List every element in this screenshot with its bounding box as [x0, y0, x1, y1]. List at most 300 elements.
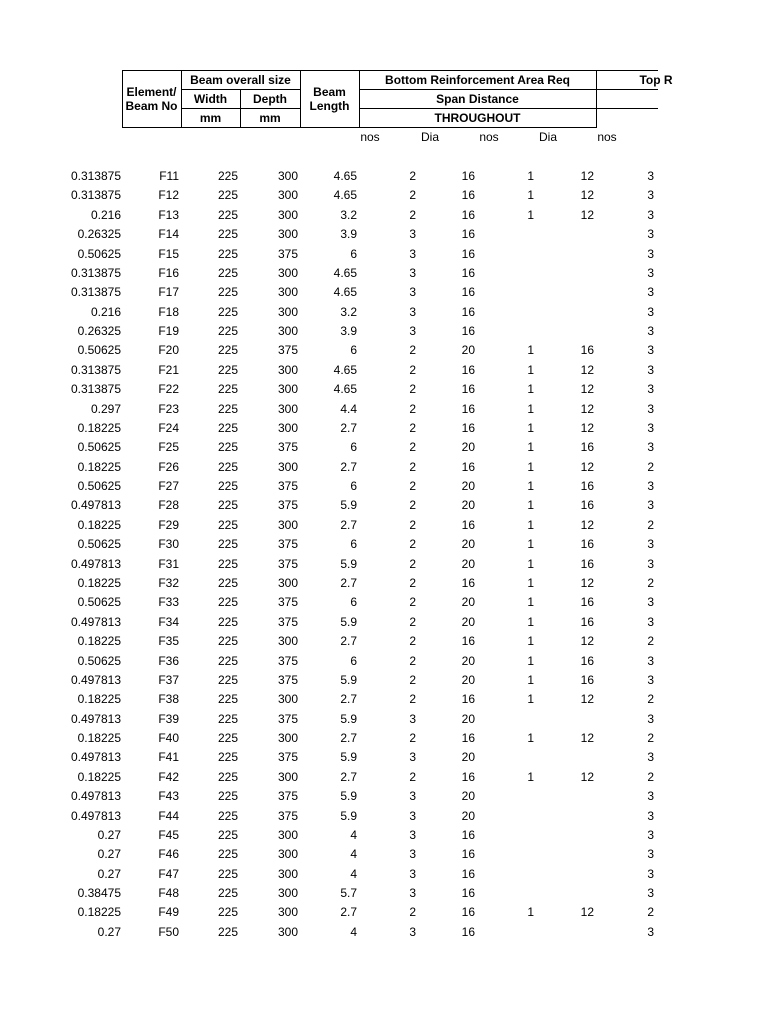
bottom-nos-cell: 2: [409, 595, 416, 609]
length-cell: 2.7: [340, 460, 357, 474]
depth-cell: 375: [277, 595, 298, 609]
bottom-nos-cell: 3: [409, 828, 416, 842]
area-cell: 0.50625: [77, 595, 121, 609]
length-cell: 4: [350, 925, 357, 939]
area-cell: 0.50625: [77, 247, 121, 261]
beam-no-cell: F20: [158, 343, 179, 357]
length-cell: 5.9: [340, 557, 357, 571]
bottom-dia-cell: 16: [461, 731, 475, 745]
area-cell: 0.313875: [70, 169, 121, 183]
width-cell: 225: [217, 634, 238, 648]
header-span-distance: Span Distance: [436, 91, 519, 106]
top-nos-cell: 2: [647, 731, 654, 745]
depth-cell: 300: [277, 770, 298, 784]
beam-no-cell: F44: [158, 809, 179, 823]
area-cell: 0.18225: [77, 770, 121, 784]
width-cell: 225: [217, 809, 238, 823]
beam-no-cell: F33: [158, 595, 179, 609]
width-cell: 225: [217, 518, 238, 532]
depth-cell: 300: [277, 324, 298, 338]
bottom-dia-cell: 20: [461, 654, 475, 668]
area-cell: 0.313875: [70, 363, 121, 377]
area-cell: 0.313875: [70, 382, 121, 396]
top-nos-cell: 3: [647, 421, 654, 435]
bottom-nos-cell: 2: [409, 402, 416, 416]
area-cell: 0.216: [90, 305, 121, 319]
bottom-dia-cell: 16: [461, 382, 475, 396]
width-cell: 225: [217, 886, 238, 900]
top-nos-cell: 3: [647, 712, 654, 726]
length-cell: 4: [350, 828, 357, 842]
beam-no-cell: F38: [158, 692, 179, 706]
extra-dia-cell: 16: [580, 537, 594, 551]
length-cell: 6: [350, 537, 357, 551]
bottom-dia-cell: 20: [461, 750, 475, 764]
extra-nos-cell: 1: [527, 343, 534, 357]
bottom-dia-cell: 16: [461, 421, 475, 435]
length-cell: 2.7: [340, 634, 357, 648]
length-cell: 6: [350, 440, 357, 454]
width-cell: 225: [217, 828, 238, 842]
beam-no-cell: F49: [158, 905, 179, 919]
extra-nos-cell: 1: [527, 169, 534, 183]
beam-no-cell: F47: [158, 867, 179, 881]
width-cell: 225: [217, 247, 238, 261]
bottom-dia-cell: 16: [461, 305, 475, 319]
beam-no-cell: F45: [158, 828, 179, 842]
top-nos-cell: 3: [647, 557, 654, 571]
bottom-dia-cell: 16: [461, 692, 475, 706]
bottom-dia-cell: 16: [461, 266, 475, 280]
area-cell: 0.50625: [77, 537, 121, 551]
depth-cell: 375: [277, 712, 298, 726]
width-cell: 225: [217, 692, 238, 706]
depth-cell: 375: [277, 537, 298, 551]
extra-dia-cell: 12: [580, 382, 594, 396]
beam-no-cell: F27: [158, 479, 179, 493]
area-cell: 0.497813: [70, 498, 121, 512]
beam-no-cell: F16: [158, 266, 179, 280]
width-cell: 225: [217, 324, 238, 338]
header-width: Width: [193, 91, 228, 106]
bottom-dia-cell: 16: [461, 363, 475, 377]
area-cell: 0.18225: [77, 421, 121, 435]
bottom-nos-cell: 2: [409, 479, 416, 493]
top-nos-cell: 2: [647, 692, 654, 706]
length-cell: 6: [350, 247, 357, 261]
bottom-nos-cell: 3: [409, 712, 416, 726]
beam-no-cell: F15: [158, 247, 179, 261]
top-nos-cell: 3: [647, 654, 654, 668]
length-cell: 2.7: [340, 770, 357, 784]
depth-cell: 300: [277, 867, 298, 881]
depth-cell: 300: [277, 363, 298, 377]
extra-nos-cell: 1: [527, 421, 534, 435]
width-cell: 225: [217, 305, 238, 319]
length-cell: 2.7: [340, 576, 357, 590]
top-nos-cell: 3: [647, 673, 654, 687]
top-nos-cell: 3: [647, 479, 654, 493]
extra-nos-cell: 1: [527, 479, 534, 493]
header-depth: Depth: [253, 91, 287, 106]
length-cell: 3.2: [340, 208, 357, 222]
bottom-nos-cell: 3: [409, 227, 416, 241]
extra-nos-cell: 1: [527, 770, 534, 784]
bottom-nos-cell: 3: [409, 247, 416, 261]
bottom-nos-cell: 3: [409, 789, 416, 803]
area-cell: 0.497813: [70, 789, 121, 803]
area-cell: 0.38475: [77, 886, 121, 900]
length-cell: 4.65: [333, 266, 357, 280]
length-cell: 2.7: [340, 692, 357, 706]
bottom-nos-cell: 2: [409, 382, 416, 396]
bottom-dia-cell: 20: [461, 789, 475, 803]
beam-no-cell: F28: [158, 498, 179, 512]
beam-no-cell: F19: [158, 324, 179, 338]
top-nos-cell: 3: [647, 615, 654, 629]
length-cell: 4.65: [333, 188, 357, 202]
extra-nos-cell: 1: [527, 440, 534, 454]
bottom-dia-cell: 16: [461, 285, 475, 299]
subheader-dia-1: Dia: [420, 130, 439, 144]
area-cell: 0.497813: [70, 615, 121, 629]
width-cell: 225: [217, 576, 238, 590]
area-cell: 0.50625: [77, 654, 121, 668]
depth-cell: 300: [277, 421, 298, 435]
width-cell: 225: [217, 712, 238, 726]
header-bottom-reinforcement: Bottom Reinforcement Area Req: [385, 72, 570, 87]
bottom-dia-cell: 16: [461, 518, 475, 532]
bottom-nos-cell: 2: [409, 731, 416, 745]
extra-dia-cell: 12: [580, 188, 594, 202]
top-nos-cell: 3: [647, 305, 654, 319]
bottom-nos-cell: 2: [409, 421, 416, 435]
depth-cell: 300: [277, 266, 298, 280]
beam-no-cell: F34: [158, 615, 179, 629]
subheader-nos-2: nos: [479, 130, 499, 144]
area-cell: 0.18225: [77, 905, 121, 919]
length-cell: 5.7: [340, 886, 357, 900]
top-nos-cell: 2: [647, 518, 654, 532]
bottom-dia-cell: 16: [461, 634, 475, 648]
top-nos-cell: 3: [647, 247, 654, 261]
top-nos-cell: 3: [647, 169, 654, 183]
extra-dia-cell: 16: [580, 440, 594, 454]
bottom-nos-cell: 2: [409, 673, 416, 687]
top-nos-cell: 2: [647, 634, 654, 648]
beam-no-cell: F43: [158, 789, 179, 803]
depth-cell: 375: [277, 615, 298, 629]
extra-dia-cell: 12: [580, 402, 594, 416]
extra-nos-cell: 1: [527, 460, 534, 474]
extra-nos-cell: 1: [527, 188, 534, 202]
subheader-dia-2: Dia: [538, 130, 557, 144]
top-nos-cell: 2: [647, 576, 654, 590]
area-cell: 0.18225: [77, 576, 121, 590]
bottom-dia-cell: 16: [461, 867, 475, 881]
length-cell: 5.9: [340, 615, 357, 629]
length-cell: 4.4: [340, 402, 357, 416]
depth-cell: 375: [277, 809, 298, 823]
width-cell: 225: [217, 615, 238, 629]
top-nos-cell: 3: [647, 750, 654, 764]
beam-no-cell: F35: [158, 634, 179, 648]
extra-dia-cell: 16: [580, 595, 594, 609]
width-cell: 225: [217, 847, 238, 861]
length-cell: 6: [350, 479, 357, 493]
length-cell: 6: [350, 595, 357, 609]
top-nos-cell: 3: [647, 363, 654, 377]
width-cell: 225: [217, 867, 238, 881]
bottom-nos-cell: 3: [409, 324, 416, 338]
bottom-nos-cell: 3: [409, 305, 416, 319]
depth-cell: 375: [277, 498, 298, 512]
subheader-nos-1: nos: [360, 130, 380, 144]
width-cell: 225: [217, 905, 238, 919]
extra-nos-cell: 1: [527, 673, 534, 687]
top-nos-cell: 3: [647, 498, 654, 512]
depth-cell: 300: [277, 731, 298, 745]
bottom-nos-cell: 2: [409, 905, 416, 919]
bottom-dia-cell: 20: [461, 498, 475, 512]
depth-cell: 300: [277, 518, 298, 532]
width-cell: 225: [217, 169, 238, 183]
beam-no-cell: F21: [158, 363, 179, 377]
bottom-nos-cell: 2: [409, 208, 416, 222]
extra-dia-cell: 12: [580, 208, 594, 222]
extra-dia-cell: 16: [580, 498, 594, 512]
length-cell: 5.9: [340, 750, 357, 764]
area-cell: 0.497813: [70, 750, 121, 764]
extra-dia-cell: 16: [580, 654, 594, 668]
length-cell: 5.9: [340, 712, 357, 726]
area-cell: 0.313875: [70, 285, 121, 299]
extra-nos-cell: 1: [527, 654, 534, 668]
area-cell: 0.497813: [70, 809, 121, 823]
extra-nos-cell: 1: [527, 634, 534, 648]
top-nos-cell: 3: [647, 789, 654, 803]
length-cell: 5.9: [340, 809, 357, 823]
length-cell: 3.9: [340, 324, 357, 338]
beam-no-cell: F41: [158, 750, 179, 764]
extra-nos-cell: 1: [527, 363, 534, 377]
top-nos-cell: 3: [647, 925, 654, 939]
extra-dia-cell: 16: [580, 673, 594, 687]
top-nos-cell: 3: [647, 537, 654, 551]
extra-nos-cell: 1: [527, 498, 534, 512]
top-nos-cell: 3: [647, 867, 654, 881]
top-nos-cell: 2: [647, 905, 654, 919]
bottom-dia-cell: 16: [461, 247, 475, 261]
bottom-nos-cell: 3: [409, 750, 416, 764]
bottom-dia-cell: 16: [461, 460, 475, 474]
bottom-nos-cell: 2: [409, 169, 416, 183]
bottom-nos-cell: 2: [409, 692, 416, 706]
top-nos-cell: 3: [647, 402, 654, 416]
beam-no-cell: F14: [158, 227, 179, 241]
bottom-dia-cell: 16: [461, 576, 475, 590]
area-cell: 0.26325: [77, 227, 121, 241]
beam-no-cell: F26: [158, 460, 179, 474]
width-cell: 225: [217, 208, 238, 222]
bottom-dia-cell: 16: [461, 324, 475, 338]
width-cell: 225: [217, 266, 238, 280]
area-cell: 0.27: [97, 847, 121, 861]
beam-no-cell: F17: [158, 285, 179, 299]
length-cell: 3.9: [340, 227, 357, 241]
extra-dia-cell: 12: [580, 421, 594, 435]
bottom-nos-cell: 3: [409, 285, 416, 299]
depth-cell: 300: [277, 905, 298, 919]
beam-no-cell: F18: [158, 305, 179, 319]
width-cell: 225: [217, 557, 238, 571]
beam-no-cell: F46: [158, 847, 179, 861]
length-cell: 2.7: [340, 731, 357, 745]
header-beam-overall-size: Beam overall size: [190, 72, 291, 87]
depth-cell: 300: [277, 828, 298, 842]
beam-no-cell: F24: [158, 421, 179, 435]
area-cell: 0.18225: [77, 731, 121, 745]
beam-no-cell: F11: [159, 169, 179, 183]
extra-nos-cell: 1: [527, 731, 534, 745]
depth-cell: 300: [277, 208, 298, 222]
length-cell: 4: [350, 867, 357, 881]
extra-nos-cell: 1: [527, 537, 534, 551]
width-cell: 225: [217, 363, 238, 377]
top-nos-cell: 3: [647, 208, 654, 222]
bottom-nos-cell: 2: [409, 440, 416, 454]
width-cell: 225: [217, 382, 238, 396]
extra-dia-cell: 12: [580, 363, 594, 377]
beam-no-cell: F13: [158, 208, 179, 222]
top-nos-cell: 2: [647, 770, 654, 784]
beam-no-cell: F23: [158, 402, 179, 416]
bottom-dia-cell: 20: [461, 673, 475, 687]
area-cell: 0.50625: [77, 343, 121, 357]
bottom-nos-cell: 2: [409, 576, 416, 590]
top-nos-cell: 3: [647, 809, 654, 823]
beam-no-cell: F30: [158, 537, 179, 551]
header-beam-length: Beam Length: [309, 85, 350, 113]
header-throughout: THROUGHOUT: [434, 110, 521, 125]
bottom-dia-cell: 20: [461, 557, 475, 571]
area-cell: 0.497813: [70, 557, 121, 571]
bottom-dia-cell: 16: [461, 770, 475, 784]
extra-dia-cell: 16: [580, 343, 594, 357]
bottom-nos-cell: 3: [409, 867, 416, 881]
depth-cell: 375: [277, 247, 298, 261]
bottom-dia-cell: 20: [461, 343, 475, 357]
area-cell: 0.216: [90, 208, 121, 222]
bottom-dia-cell: 16: [461, 925, 475, 939]
width-cell: 225: [217, 460, 238, 474]
extra-nos-cell: 1: [527, 518, 534, 532]
length-cell: 5.9: [340, 498, 357, 512]
depth-cell: 375: [277, 440, 298, 454]
extra-nos-cell: 1: [527, 576, 534, 590]
extra-dia-cell: 12: [580, 905, 594, 919]
width-cell: 225: [217, 673, 238, 687]
beam-no-cell: F25: [158, 440, 179, 454]
extra-nos-cell: 1: [527, 382, 534, 396]
area-cell: 0.50625: [77, 440, 121, 454]
extra-dia-cell: 12: [580, 576, 594, 590]
top-nos-cell: 3: [647, 595, 654, 609]
extra-nos-cell: 1: [527, 208, 534, 222]
bottom-nos-cell: 2: [409, 615, 416, 629]
bottom-nos-cell: 2: [409, 557, 416, 571]
width-cell: 225: [217, 421, 238, 435]
depth-cell: 375: [277, 479, 298, 493]
bottom-dia-cell: 20: [461, 809, 475, 823]
extra-dia-cell: 16: [580, 615, 594, 629]
beam-no-cell: F22: [158, 382, 179, 396]
width-cell: 225: [217, 595, 238, 609]
beam-no-cell: F32: [158, 576, 179, 590]
top-nos-cell: 3: [647, 227, 654, 241]
depth-cell: 375: [277, 343, 298, 357]
extra-dia-cell: 16: [580, 557, 594, 571]
depth-cell: 300: [277, 169, 298, 183]
top-nos-cell: 2: [647, 460, 654, 474]
area-cell: 0.27: [97, 828, 121, 842]
depth-cell: 375: [277, 789, 298, 803]
area-cell: 0.18225: [77, 518, 121, 532]
depth-cell: 300: [277, 886, 298, 900]
top-nos-cell: 3: [647, 828, 654, 842]
depth-cell: 300: [277, 576, 298, 590]
area-cell: 0.313875: [70, 188, 121, 202]
length-cell: 3.2: [340, 305, 357, 319]
width-cell: 225: [217, 654, 238, 668]
top-nos-cell: 3: [647, 343, 654, 357]
depth-cell: 300: [277, 305, 298, 319]
top-nos-cell: 3: [647, 847, 654, 861]
beam-no-cell: F39: [158, 712, 179, 726]
length-cell: 4.65: [333, 382, 357, 396]
header-element-beam-no: Element/ Beam No: [125, 85, 178, 113]
width-cell: 225: [217, 402, 238, 416]
extra-nos-cell: 1: [527, 595, 534, 609]
bottom-dia-cell: 20: [461, 595, 475, 609]
extra-dia-cell: 12: [580, 692, 594, 706]
beam-no-cell: F37: [158, 673, 179, 687]
extra-dia-cell: 12: [580, 770, 594, 784]
width-cell: 225: [217, 188, 238, 202]
bottom-nos-cell: 3: [409, 886, 416, 900]
bottom-nos-cell: 3: [409, 809, 416, 823]
bottom-nos-cell: 2: [409, 188, 416, 202]
extra-dia-cell: 16: [580, 479, 594, 493]
length-cell: 4: [350, 847, 357, 861]
width-cell: 225: [217, 440, 238, 454]
width-cell: 225: [217, 770, 238, 784]
depth-cell: 300: [277, 402, 298, 416]
depth-cell: 300: [277, 227, 298, 241]
area-cell: 0.27: [97, 925, 121, 939]
extra-dia-cell: 12: [580, 460, 594, 474]
extra-nos-cell: 1: [527, 905, 534, 919]
width-cell: 225: [217, 285, 238, 299]
beam-no-cell: F31: [158, 557, 179, 571]
width-cell: 225: [217, 731, 238, 745]
area-cell: 0.297: [90, 402, 121, 416]
top-nos-cell: 3: [647, 188, 654, 202]
depth-cell: 300: [277, 460, 298, 474]
top-nos-cell: 3: [647, 886, 654, 900]
extra-dia-cell: 12: [580, 731, 594, 745]
length-cell: 2.7: [340, 905, 357, 919]
